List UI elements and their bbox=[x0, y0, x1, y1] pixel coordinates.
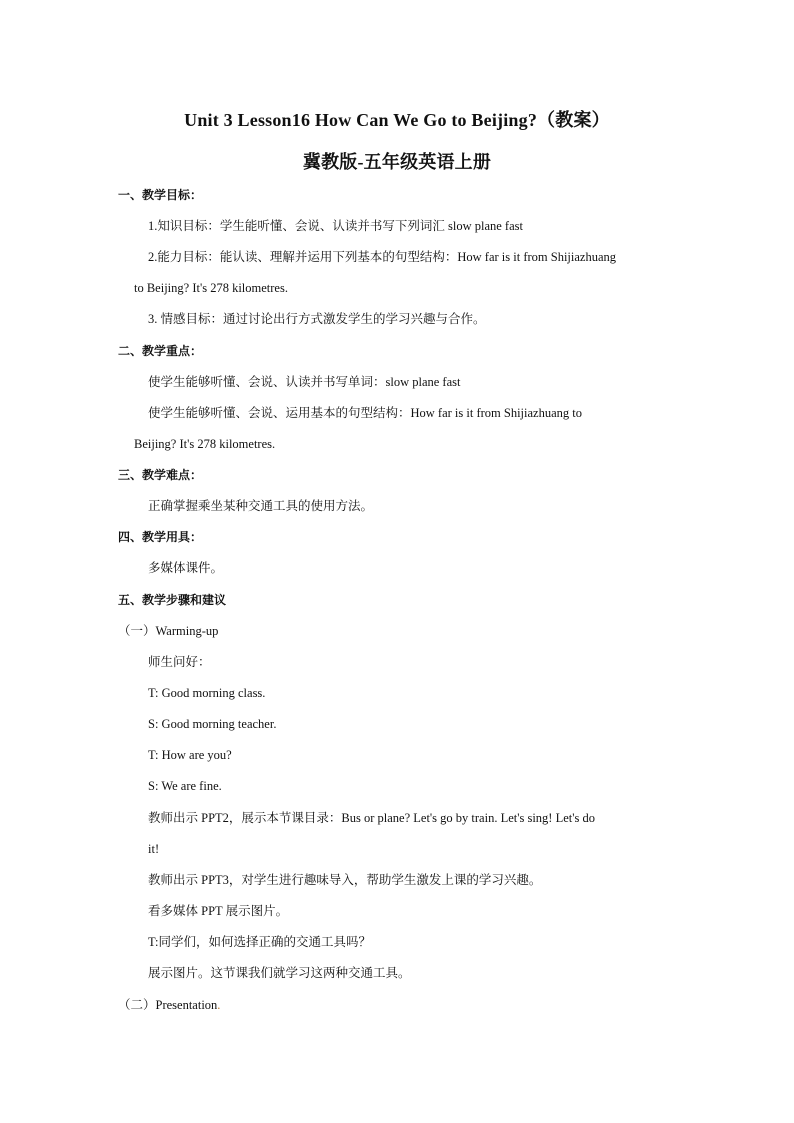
step-line: S: We are fine. bbox=[148, 779, 222, 793]
key-point-2: 使学生能够听懂、会说、运用基本的句型结构：How far is it from Shijiazhuang to bbox=[148, 406, 582, 420]
step-presentation-label: （二）Presentation bbox=[118, 998, 218, 1012]
tool-1: 多媒体课件。 bbox=[148, 561, 224, 575]
step-line: 展示图片。这节课我们就学习这两种交通工具。 bbox=[148, 966, 411, 980]
section-heading-steps: 五、教学步骤和建议 bbox=[118, 593, 227, 607]
step-line: 看多媒体 PPT 展示图片。 bbox=[148, 904, 289, 918]
step-warming-up: （一）Warming-up bbox=[118, 624, 219, 638]
key-point-2-continued: Beijing? It's 278 kilometres. bbox=[134, 437, 276, 451]
key-point-1: 使学生能够听懂、会说、认读并书写单词：slow plane fast bbox=[148, 375, 461, 389]
document-title: Unit 3 Lesson16 How Can We Go to Beijing?（教案） bbox=[184, 110, 610, 130]
section-heading-difficulties: 三、教学难点： bbox=[118, 468, 203, 482]
step-presentation bbox=[118, 997, 220, 1013]
step-line: 教师出示 PPT3，对学生进行趣味导入，帮助学生激发上课的学习兴趣。 bbox=[148, 873, 542, 887]
objective-ability: 2.能力目标：能认读、理解并运用下列基本的句型结构：How far is it from Shijiazhuang bbox=[148, 250, 617, 264]
step-line: T: Good morning class. bbox=[148, 686, 266, 700]
step-line: 教师出示 PPT2，展示本节课目录：Bus or plane? Let's go by train. Let's sing! Let's do bbox=[148, 811, 595, 825]
step-line: T: How are you? bbox=[148, 748, 232, 762]
step-line: S: Good morning teacher. bbox=[148, 717, 277, 731]
step-line: it! bbox=[148, 842, 160, 856]
section-heading-key-points: 二、教学重点： bbox=[118, 344, 203, 358]
section-heading-tools: 四、教学用具： bbox=[118, 530, 203, 544]
step-line: T:同学们，如何选择正确的交通工具吗？ bbox=[148, 935, 371, 949]
step-presentation-dot: . bbox=[217, 998, 221, 1012]
objective-knowledge: 1.知识目标：学生能听懂、会说、认读并书写下列词汇 slow plane fast bbox=[148, 219, 523, 233]
objective-emotion: 3. 情感目标：通过讨论出行方式激发学生的学习兴趣与合作。 bbox=[148, 312, 486, 326]
objective-ability-continued: to Beijing? It's 278 kilometres. bbox=[134, 281, 288, 295]
document-subtitle: 冀教版-五年级英语上册 bbox=[302, 152, 492, 172]
section-heading-objectives: 一、教学目标： bbox=[118, 188, 203, 202]
step-line: 师生问好： bbox=[148, 655, 211, 669]
difficulty-1: 正确掌握乘坐某种交通工具的使用方法。 bbox=[148, 499, 374, 513]
